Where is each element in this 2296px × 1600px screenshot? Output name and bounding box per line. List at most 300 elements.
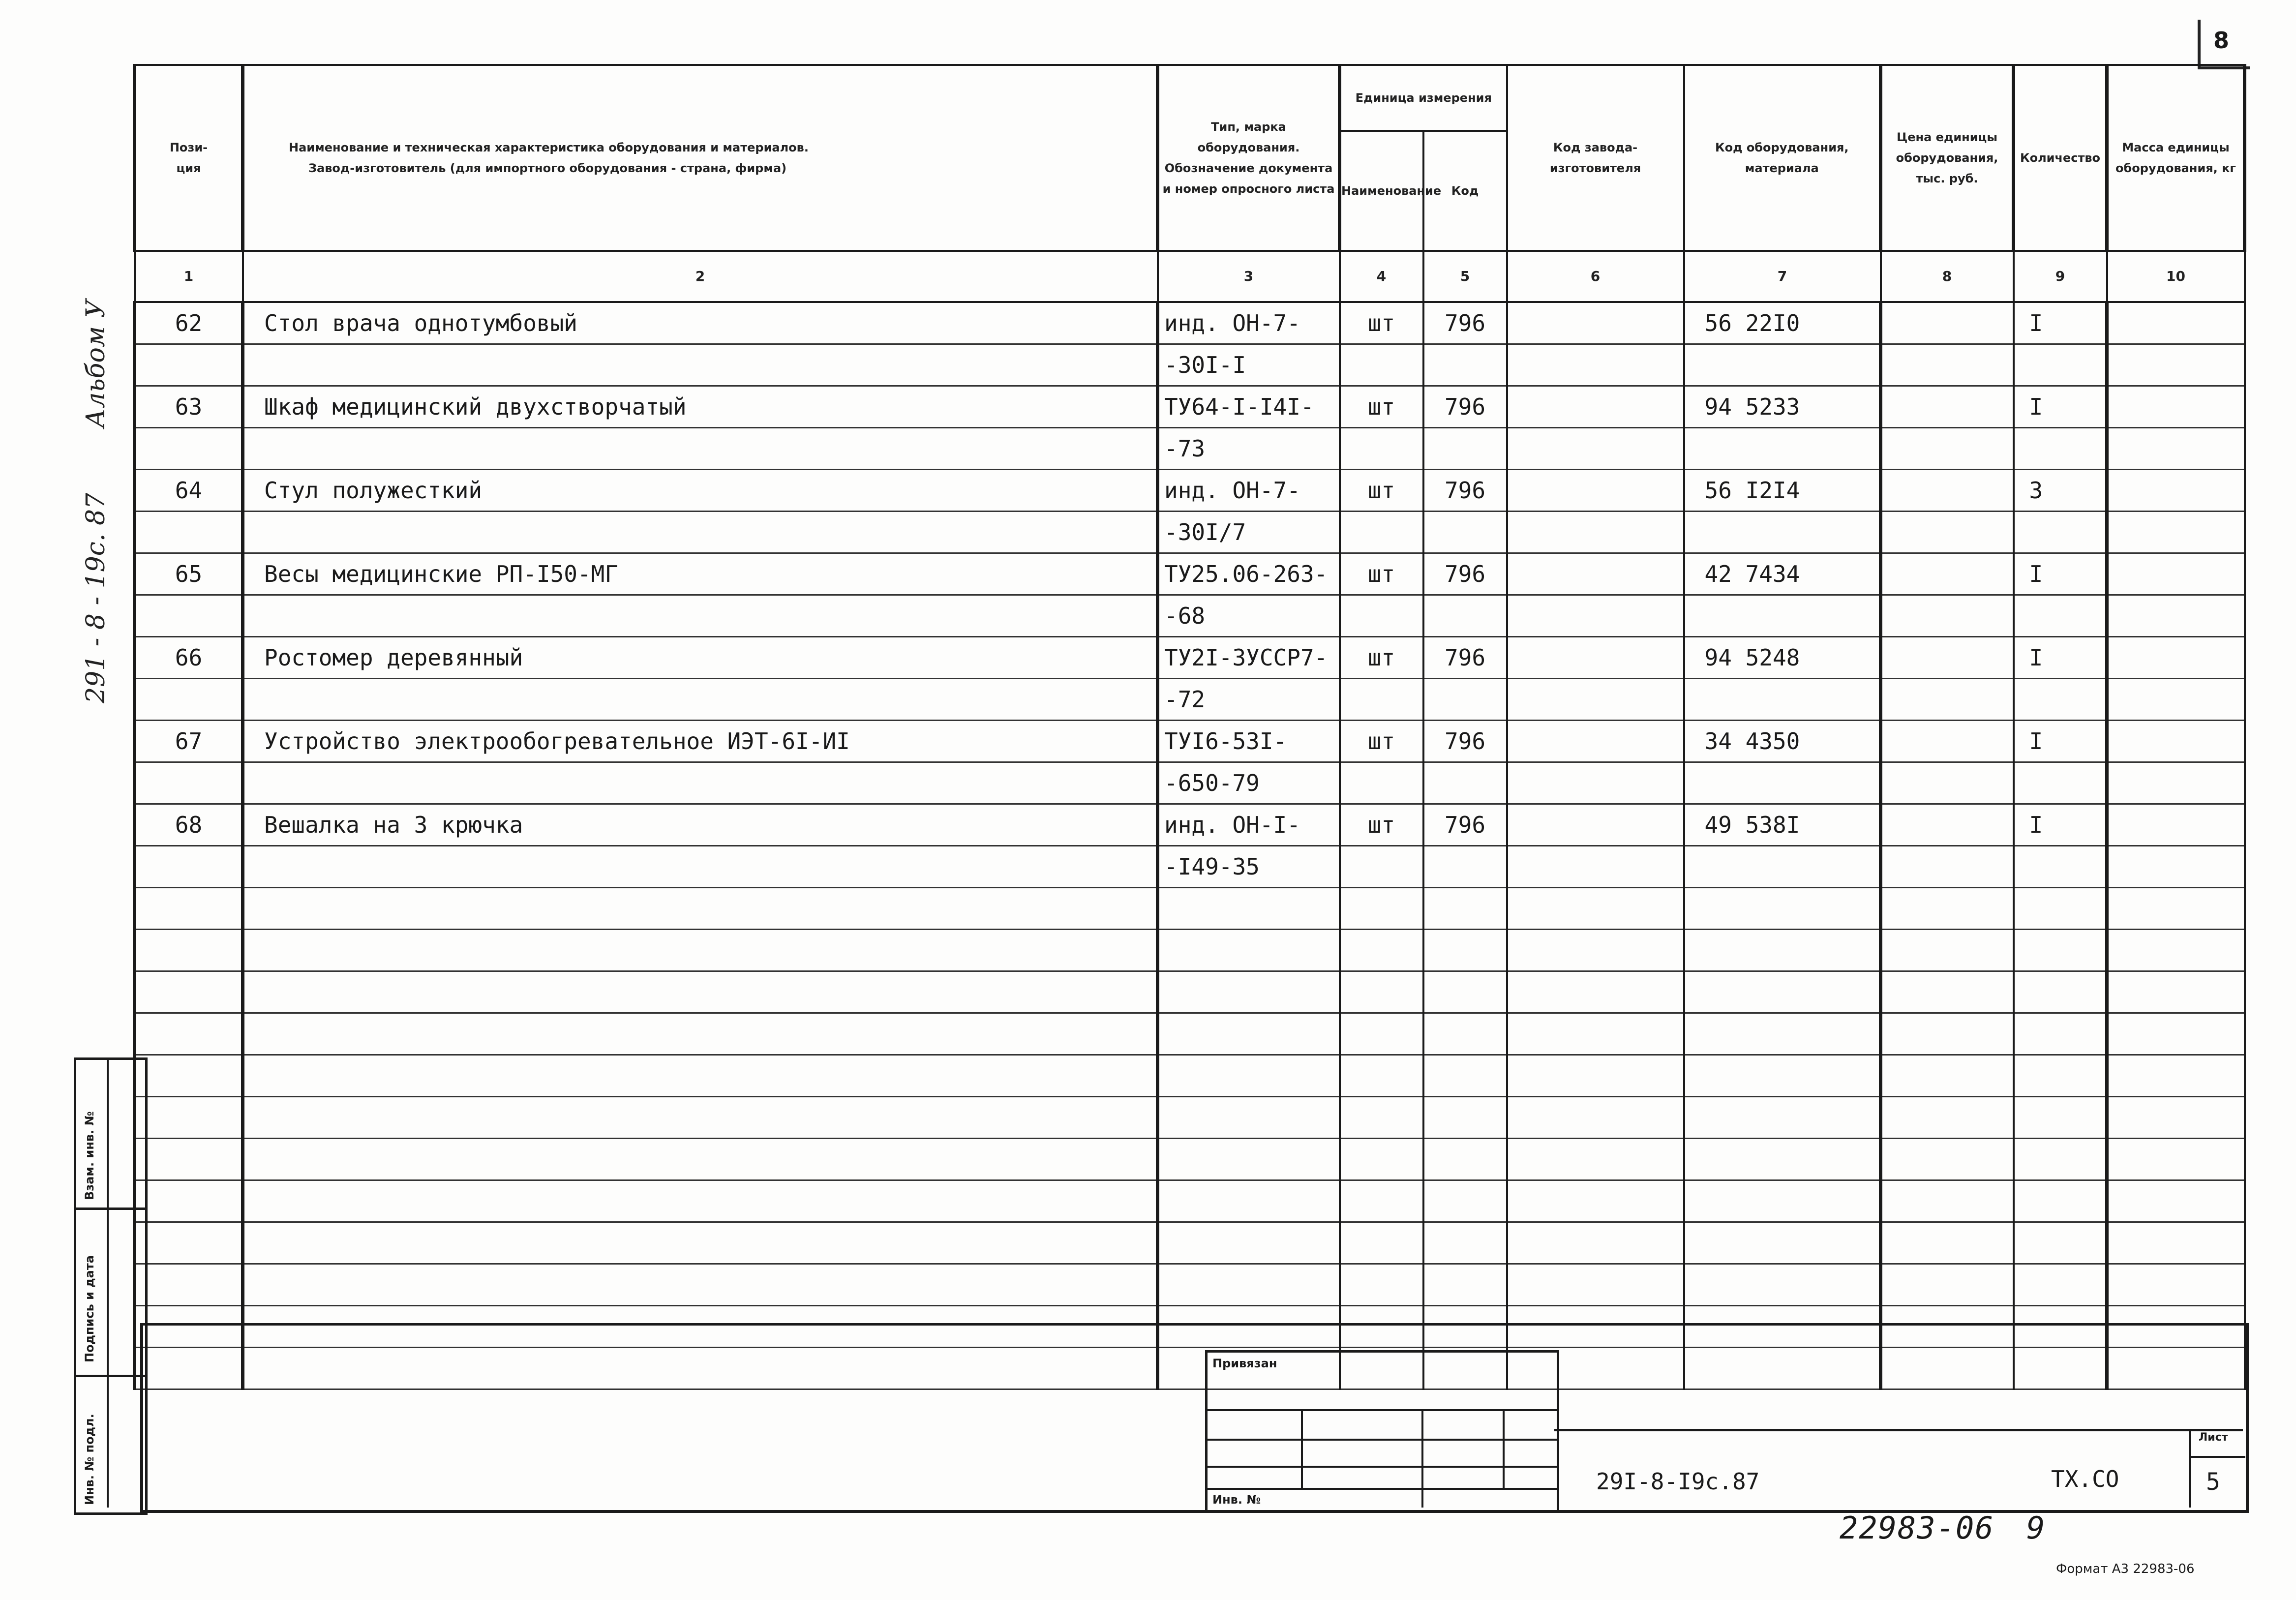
- table-row: [135, 512, 2245, 553]
- cell-empty: [2107, 804, 2245, 846]
- table-row: [135, 762, 2245, 804]
- cell-ocode: [1684, 971, 1881, 1013]
- header-name-line2: Завод-изготовитель (для импортного оборудования - страна, фирма): [308, 161, 787, 175]
- cell-empty: [2107, 762, 2245, 804]
- header-mass: Масса единицы оборудования, кг: [2107, 65, 2245, 251]
- cell-code: [1423, 595, 1507, 637]
- page-number: 8: [2213, 27, 2230, 54]
- cell-name: [243, 1222, 1158, 1264]
- cell-unit: [1340, 1180, 1423, 1222]
- cell-qty: [2014, 679, 2107, 721]
- cell-type: ТУI6-53I-: [1158, 721, 1340, 762]
- header-price: Цена единицы оборудования, тыс. руб.: [1881, 65, 2014, 251]
- cell-pos: [135, 846, 243, 888]
- table-row: [135, 428, 2245, 470]
- cell-empty: [1881, 1055, 2014, 1097]
- cell-empty: [2107, 344, 2245, 386]
- cell-qty: [2014, 512, 2107, 553]
- cell-unit: шт: [1340, 637, 1423, 679]
- cell-ocode: 42 7434: [1684, 553, 1881, 595]
- cell-empty: [1881, 971, 2014, 1013]
- cell-qty: [2014, 1097, 2107, 1139]
- table-row: [135, 1013, 2245, 1055]
- cell-empty: [2107, 1264, 2245, 1306]
- cell-code: 796: [1423, 302, 1507, 344]
- cell-pos: [135, 762, 243, 804]
- column-number: 6: [1507, 251, 1684, 302]
- cell-type: [1158, 1097, 1340, 1139]
- cell-name: Устройство электрообогревательное ИЭТ-6I-ИI: [243, 721, 1158, 762]
- cell-qty: I: [2014, 302, 2107, 344]
- cell-qty: [2014, 1180, 2107, 1222]
- cell-qty: [2014, 1055, 2107, 1097]
- cell-code: [1423, 846, 1507, 888]
- column-number: 7: [1684, 251, 1881, 302]
- cell-name: [243, 1097, 1158, 1139]
- cell-name: [243, 1139, 1158, 1180]
- cell-empty: [1881, 1097, 2014, 1139]
- cell-pos: [135, 1180, 243, 1222]
- cell-unit: шт: [1340, 470, 1423, 512]
- cell-code: 796: [1423, 553, 1507, 595]
- column-number: 5: [1423, 251, 1507, 302]
- cell-pos: [135, 679, 243, 721]
- table-row: [135, 930, 2245, 971]
- cell-pos: 63: [135, 386, 243, 428]
- cell-pos: [135, 1097, 243, 1139]
- cell-name: [243, 971, 1158, 1013]
- cell-empty: [1507, 1264, 1684, 1306]
- cell-empty: [2107, 428, 2245, 470]
- cell-unit: шт: [1340, 302, 1423, 344]
- cell-empty: [2107, 1013, 2245, 1055]
- cell-type: -73: [1158, 428, 1340, 470]
- cell-code: [1423, 1264, 1507, 1306]
- cell-empty: [1507, 762, 1684, 804]
- cell-pos: [135, 595, 243, 637]
- cell-type: инд. ОН-I-: [1158, 804, 1340, 846]
- cell-empty: [2107, 1180, 2245, 1222]
- cell-ocode: [1684, 1055, 1881, 1097]
- cell-name: [243, 512, 1158, 553]
- cell-empty: [1881, 595, 2014, 637]
- cell-qty: [2014, 971, 2107, 1013]
- cell-empty: [2107, 971, 2245, 1013]
- sheet-label: Лист: [2199, 1431, 2228, 1444]
- cell-name: [243, 1264, 1158, 1306]
- cell-empty: [1881, 1180, 2014, 1222]
- table-row: [135, 637, 2245, 679]
- cell-qty: [2014, 1013, 2107, 1055]
- table-row: [135, 302, 2245, 344]
- cell-name: [243, 679, 1158, 721]
- cell-ocode: [1684, 1139, 1881, 1180]
- cell-unit: шт: [1340, 804, 1423, 846]
- cell-empty: [1881, 386, 2014, 428]
- cell-empty: [1507, 595, 1684, 637]
- cell-ocode: [1684, 888, 1881, 930]
- table-row: [135, 386, 2245, 428]
- cell-unit: [1340, 679, 1423, 721]
- table-row: [135, 971, 2245, 1013]
- cell-empty: [1507, 804, 1684, 846]
- cell-type: ТУ64-I-I4I-: [1158, 386, 1340, 428]
- cell-code: 796: [1423, 637, 1507, 679]
- cell-empty: [1507, 428, 1684, 470]
- cell-name: [243, 1055, 1158, 1097]
- stamp-inv-label: Инв. № подл.: [83, 1414, 96, 1505]
- cell-type: -I49-35: [1158, 846, 1340, 888]
- cell-empty: [1507, 637, 1684, 679]
- cell-empty: [1881, 302, 2014, 344]
- privyazan-label: Привязан: [1212, 1357, 1277, 1370]
- cell-empty: [1507, 846, 1684, 888]
- cell-ocode: 56 22I0: [1684, 302, 1881, 344]
- cell-code: 796: [1423, 804, 1507, 846]
- cell-unit: [1340, 846, 1423, 888]
- cell-type: [1158, 888, 1340, 930]
- cell-ocode: [1684, 762, 1881, 804]
- cell-empty: [1881, 1139, 2014, 1180]
- cell-unit: [1340, 930, 1423, 971]
- cell-empty: [1881, 1013, 2014, 1055]
- stamp-signature-label: Подпись и дата: [83, 1255, 96, 1362]
- cell-code: 796: [1423, 386, 1507, 428]
- format-label: Формат А3 22983-06: [2056, 1562, 2195, 1576]
- cell-empty: [1507, 930, 1684, 971]
- cell-code: [1423, 344, 1507, 386]
- cell-type: [1158, 1139, 1340, 1180]
- cell-name: [243, 428, 1158, 470]
- cell-pos: [135, 888, 243, 930]
- column-number: 9: [2014, 251, 2107, 302]
- cell-qty: [2014, 344, 2107, 386]
- cell-qty: I: [2014, 386, 2107, 428]
- cell-type: -650-79: [1158, 762, 1340, 804]
- header-type: Тип, марка оборудования. Обозначение документа и номер опросного листа: [1158, 65, 1340, 251]
- cell-empty: [1881, 637, 2014, 679]
- table-row: [135, 679, 2245, 721]
- cell-ocode: 56 I2I4: [1684, 470, 1881, 512]
- cell-code: [1423, 762, 1507, 804]
- cell-empty: [1507, 1055, 1684, 1097]
- cell-empty: [1507, 512, 1684, 553]
- cell-empty: [1881, 888, 2014, 930]
- cell-pos: [135, 512, 243, 553]
- cell-empty: [1507, 679, 1684, 721]
- column-number: 8: [1881, 251, 2014, 302]
- cell-empty: [1507, 971, 1684, 1013]
- cell-qty: 3: [2014, 470, 2107, 512]
- cell-name: [243, 595, 1158, 637]
- cell-empty: [1881, 1222, 2014, 1264]
- cell-empty: [1881, 344, 2014, 386]
- cell-empty: [2107, 553, 2245, 595]
- sheet-number: 5: [2206, 1468, 2220, 1496]
- cell-empty: [2107, 1139, 2245, 1180]
- cell-unit: [1340, 971, 1423, 1013]
- cell-empty: [2107, 470, 2245, 512]
- cell-name: [243, 1180, 1158, 1222]
- cell-qty: [2014, 762, 2107, 804]
- cell-pos: [135, 1055, 243, 1097]
- cell-code: [1423, 1139, 1507, 1180]
- cell-ocode: 94 5233: [1684, 386, 1881, 428]
- cell-empty: [1507, 1180, 1684, 1222]
- cell-empty: [1881, 930, 2014, 971]
- cell-name: Шкаф медицинский двухстворчатый: [243, 386, 1158, 428]
- cell-unit: [1340, 1139, 1423, 1180]
- cell-empty: [2107, 1055, 2245, 1097]
- cell-type: -72: [1158, 679, 1340, 721]
- cell-type: [1158, 1055, 1340, 1097]
- privyazan-block: [1205, 1350, 1559, 1512]
- cell-name: [243, 762, 1158, 804]
- cell-type: [1158, 971, 1340, 1013]
- cell-empty: [1881, 428, 2014, 470]
- cell-name: Вешалка на 3 крючка: [243, 804, 1158, 846]
- cell-ocode: 49 538I: [1684, 804, 1881, 846]
- cell-empty: [2107, 302, 2245, 344]
- cell-empty: [1507, 1013, 1684, 1055]
- specification-table: [133, 64, 2246, 1390]
- cell-pos: 64: [135, 470, 243, 512]
- stamp-vzam-label: Взам. инв. №: [83, 1111, 96, 1200]
- cell-code: [1423, 679, 1507, 721]
- table-row: [135, 804, 2245, 846]
- cell-name: Стол врача однотумбовый: [243, 302, 1158, 344]
- header-unit-code: Код: [1423, 131, 1507, 251]
- cell-type: [1158, 1222, 1340, 1264]
- cell-qty: [2014, 846, 2107, 888]
- cell-type: [1158, 1264, 1340, 1306]
- cell-empty: [1881, 804, 2014, 846]
- table-row: [135, 595, 2245, 637]
- column-number: 1: [135, 251, 243, 302]
- cell-empty: [2107, 888, 2245, 930]
- cell-unit: шт: [1340, 386, 1423, 428]
- cell-code: [1423, 1013, 1507, 1055]
- cell-name: [243, 344, 1158, 386]
- cell-type: -30I/7: [1158, 512, 1340, 553]
- column-number: 10: [2107, 251, 2245, 302]
- cell-empty: [2107, 721, 2245, 762]
- header-name: [243, 65, 1158, 251]
- column-number: 3: [1158, 251, 1340, 302]
- header-unit-group: Единица измерения: [1340, 65, 1507, 131]
- cell-type: [1158, 1013, 1340, 1055]
- document-mark: ТХ.СО: [2051, 1466, 2119, 1492]
- cell-pos: 65: [135, 553, 243, 595]
- header-quantity: Количество: [2014, 65, 2107, 251]
- cell-ocode: [1684, 344, 1881, 386]
- cell-type: инд. ОН-7-: [1158, 470, 1340, 512]
- cell-name: Весы медицинские РП-I50-МГ: [243, 553, 1158, 595]
- header-equipment-code: Код оборудования, материала: [1684, 65, 1881, 251]
- cell-empty: [1881, 679, 2014, 721]
- cell-ocode: 94 5248: [1684, 637, 1881, 679]
- table-row: [135, 721, 2245, 762]
- table-row: [135, 1222, 2245, 1264]
- cell-ocode: [1684, 512, 1881, 553]
- cell-pos: 68: [135, 804, 243, 846]
- cell-pos: [135, 1222, 243, 1264]
- cell-ocode: [1684, 1097, 1881, 1139]
- cell-pos: [135, 428, 243, 470]
- cell-pos: [135, 1013, 243, 1055]
- cell-qty: [2014, 1139, 2107, 1180]
- cell-unit: [1340, 512, 1423, 553]
- cell-code: [1423, 512, 1507, 553]
- cell-unit: [1340, 1013, 1423, 1055]
- cell-ocode: [1684, 930, 1881, 971]
- cell-code: [1423, 1180, 1507, 1222]
- cell-name: [243, 1013, 1158, 1055]
- cell-name: [243, 846, 1158, 888]
- cell-qty: I: [2014, 804, 2107, 846]
- cell-pos: [135, 971, 243, 1013]
- cell-qty: [2014, 1222, 2107, 1264]
- cell-empty: [1507, 888, 1684, 930]
- cell-empty: [1881, 846, 2014, 888]
- cell-empty: [1507, 1222, 1684, 1264]
- cell-code: [1423, 930, 1507, 971]
- cell-ocode: [1684, 1013, 1881, 1055]
- document-code: 29I-8-I9с.87: [1596, 1468, 1760, 1495]
- cell-empty: [1507, 470, 1684, 512]
- cell-pos: 67: [135, 721, 243, 762]
- cell-unit: [1340, 1055, 1423, 1097]
- album-label: Альбом У: [81, 299, 111, 428]
- cell-ocode: [1684, 1222, 1881, 1264]
- table-row: [135, 1264, 2245, 1306]
- table-row: [135, 846, 2245, 888]
- table-row: [135, 1180, 2245, 1222]
- cell-qty: I: [2014, 637, 2107, 679]
- cell-code: [1423, 971, 1507, 1013]
- column-number-row: [135, 251, 2245, 302]
- cell-type: ТУ2I-ЗУССР7-: [1158, 637, 1340, 679]
- cell-empty: [1507, 553, 1684, 595]
- cell-empty: [2107, 595, 2245, 637]
- header-position: Пози- ция: [135, 65, 243, 251]
- cell-code: [1423, 888, 1507, 930]
- privyazan-inv-label: Инв. №: [1212, 1493, 1261, 1507]
- cell-ocode: [1684, 1180, 1881, 1222]
- cell-qty: [2014, 1264, 2107, 1306]
- cell-empty: [2107, 930, 2245, 971]
- cell-unit: [1340, 344, 1423, 386]
- table-row: [135, 470, 2245, 512]
- cell-pos: 66: [135, 637, 243, 679]
- cell-empty: [2107, 1097, 2245, 1139]
- cell-type: [1158, 1180, 1340, 1222]
- cell-empty: [1881, 1264, 2014, 1306]
- table-row: [135, 553, 2245, 595]
- cell-ocode: [1684, 679, 1881, 721]
- table-row: [135, 1139, 2245, 1180]
- table-row: [135, 1097, 2245, 1139]
- cell-name: [243, 930, 1158, 971]
- cell-pos: 62: [135, 302, 243, 344]
- inventory-suffix: 9: [2026, 1510, 2045, 1546]
- table-row: [135, 344, 2245, 386]
- cell-type: инд. ОН-7-: [1158, 302, 1340, 344]
- cell-ocode: [1684, 428, 1881, 470]
- cell-empty: [1881, 470, 2014, 512]
- cell-name: Ростомер деревянный: [243, 637, 1158, 679]
- cell-qty: [2014, 595, 2107, 637]
- cell-unit: [1340, 428, 1423, 470]
- cell-pos: [135, 1139, 243, 1180]
- cell-ocode: 34 4350: [1684, 721, 1881, 762]
- cell-ocode: [1684, 846, 1881, 888]
- cell-empty: [1507, 721, 1684, 762]
- title-block-frame: [140, 1323, 2249, 1513]
- header-name-line1: Наименование и техническая характеристика оборудования и материалов.: [289, 141, 809, 154]
- inventory-number: 22983-06: [1840, 1510, 1994, 1546]
- cell-empty: [1507, 344, 1684, 386]
- cell-empty: [1507, 1139, 1684, 1180]
- column-number: 4: [1340, 251, 1423, 302]
- cell-qty: [2014, 888, 2107, 930]
- cell-type: ТУ25.06-263-: [1158, 553, 1340, 595]
- header-factory-code: Код завода-изготовителя: [1507, 65, 1684, 251]
- cell-unit: [1340, 1222, 1423, 1264]
- cell-code: 796: [1423, 721, 1507, 762]
- cell-code: [1423, 1222, 1507, 1264]
- cell-ocode: [1684, 595, 1881, 637]
- cell-unit: шт: [1340, 721, 1423, 762]
- cell-empty: [1507, 386, 1684, 428]
- cell-empty: [1507, 1097, 1684, 1139]
- cell-name: [243, 888, 1158, 930]
- cell-empty: [2107, 1222, 2245, 1264]
- cell-empty: [1881, 721, 2014, 762]
- cell-empty: [2107, 679, 2245, 721]
- cell-qty: [2014, 930, 2107, 971]
- cell-name: Стул полужесткий: [243, 470, 1158, 512]
- cell-code: [1423, 428, 1507, 470]
- cell-qty: [2014, 428, 2107, 470]
- cell-type: -30I-I: [1158, 344, 1340, 386]
- cell-unit: [1340, 762, 1423, 804]
- table-row: [135, 888, 2245, 930]
- cell-type: [1158, 930, 1340, 971]
- cell-qty: I: [2014, 553, 2107, 595]
- cell-pos: [135, 1264, 243, 1306]
- cell-code: 796: [1423, 470, 1507, 512]
- cell-pos: [135, 930, 243, 971]
- cell-empty: [2107, 512, 2245, 553]
- table-row: [135, 1055, 2245, 1097]
- cell-ocode: [1684, 1264, 1881, 1306]
- header-unit-name: Наименование: [1340, 131, 1423, 251]
- sidebar-doc-code: 291 - 8 - 19с. 87: [81, 492, 111, 703]
- cell-empty: [1881, 512, 2014, 553]
- cell-empty: [2107, 386, 2245, 428]
- cell-pos: [135, 344, 243, 386]
- cell-empty: [1507, 302, 1684, 344]
- cell-type: -68: [1158, 595, 1340, 637]
- cell-unit: шт: [1340, 553, 1423, 595]
- cell-code: [1423, 1055, 1507, 1097]
- cell-unit: [1340, 595, 1423, 637]
- cell-code: [1423, 1097, 1507, 1139]
- cell-empty: [1881, 553, 2014, 595]
- cell-unit: [1340, 1264, 1423, 1306]
- cell-unit: [1340, 1097, 1423, 1139]
